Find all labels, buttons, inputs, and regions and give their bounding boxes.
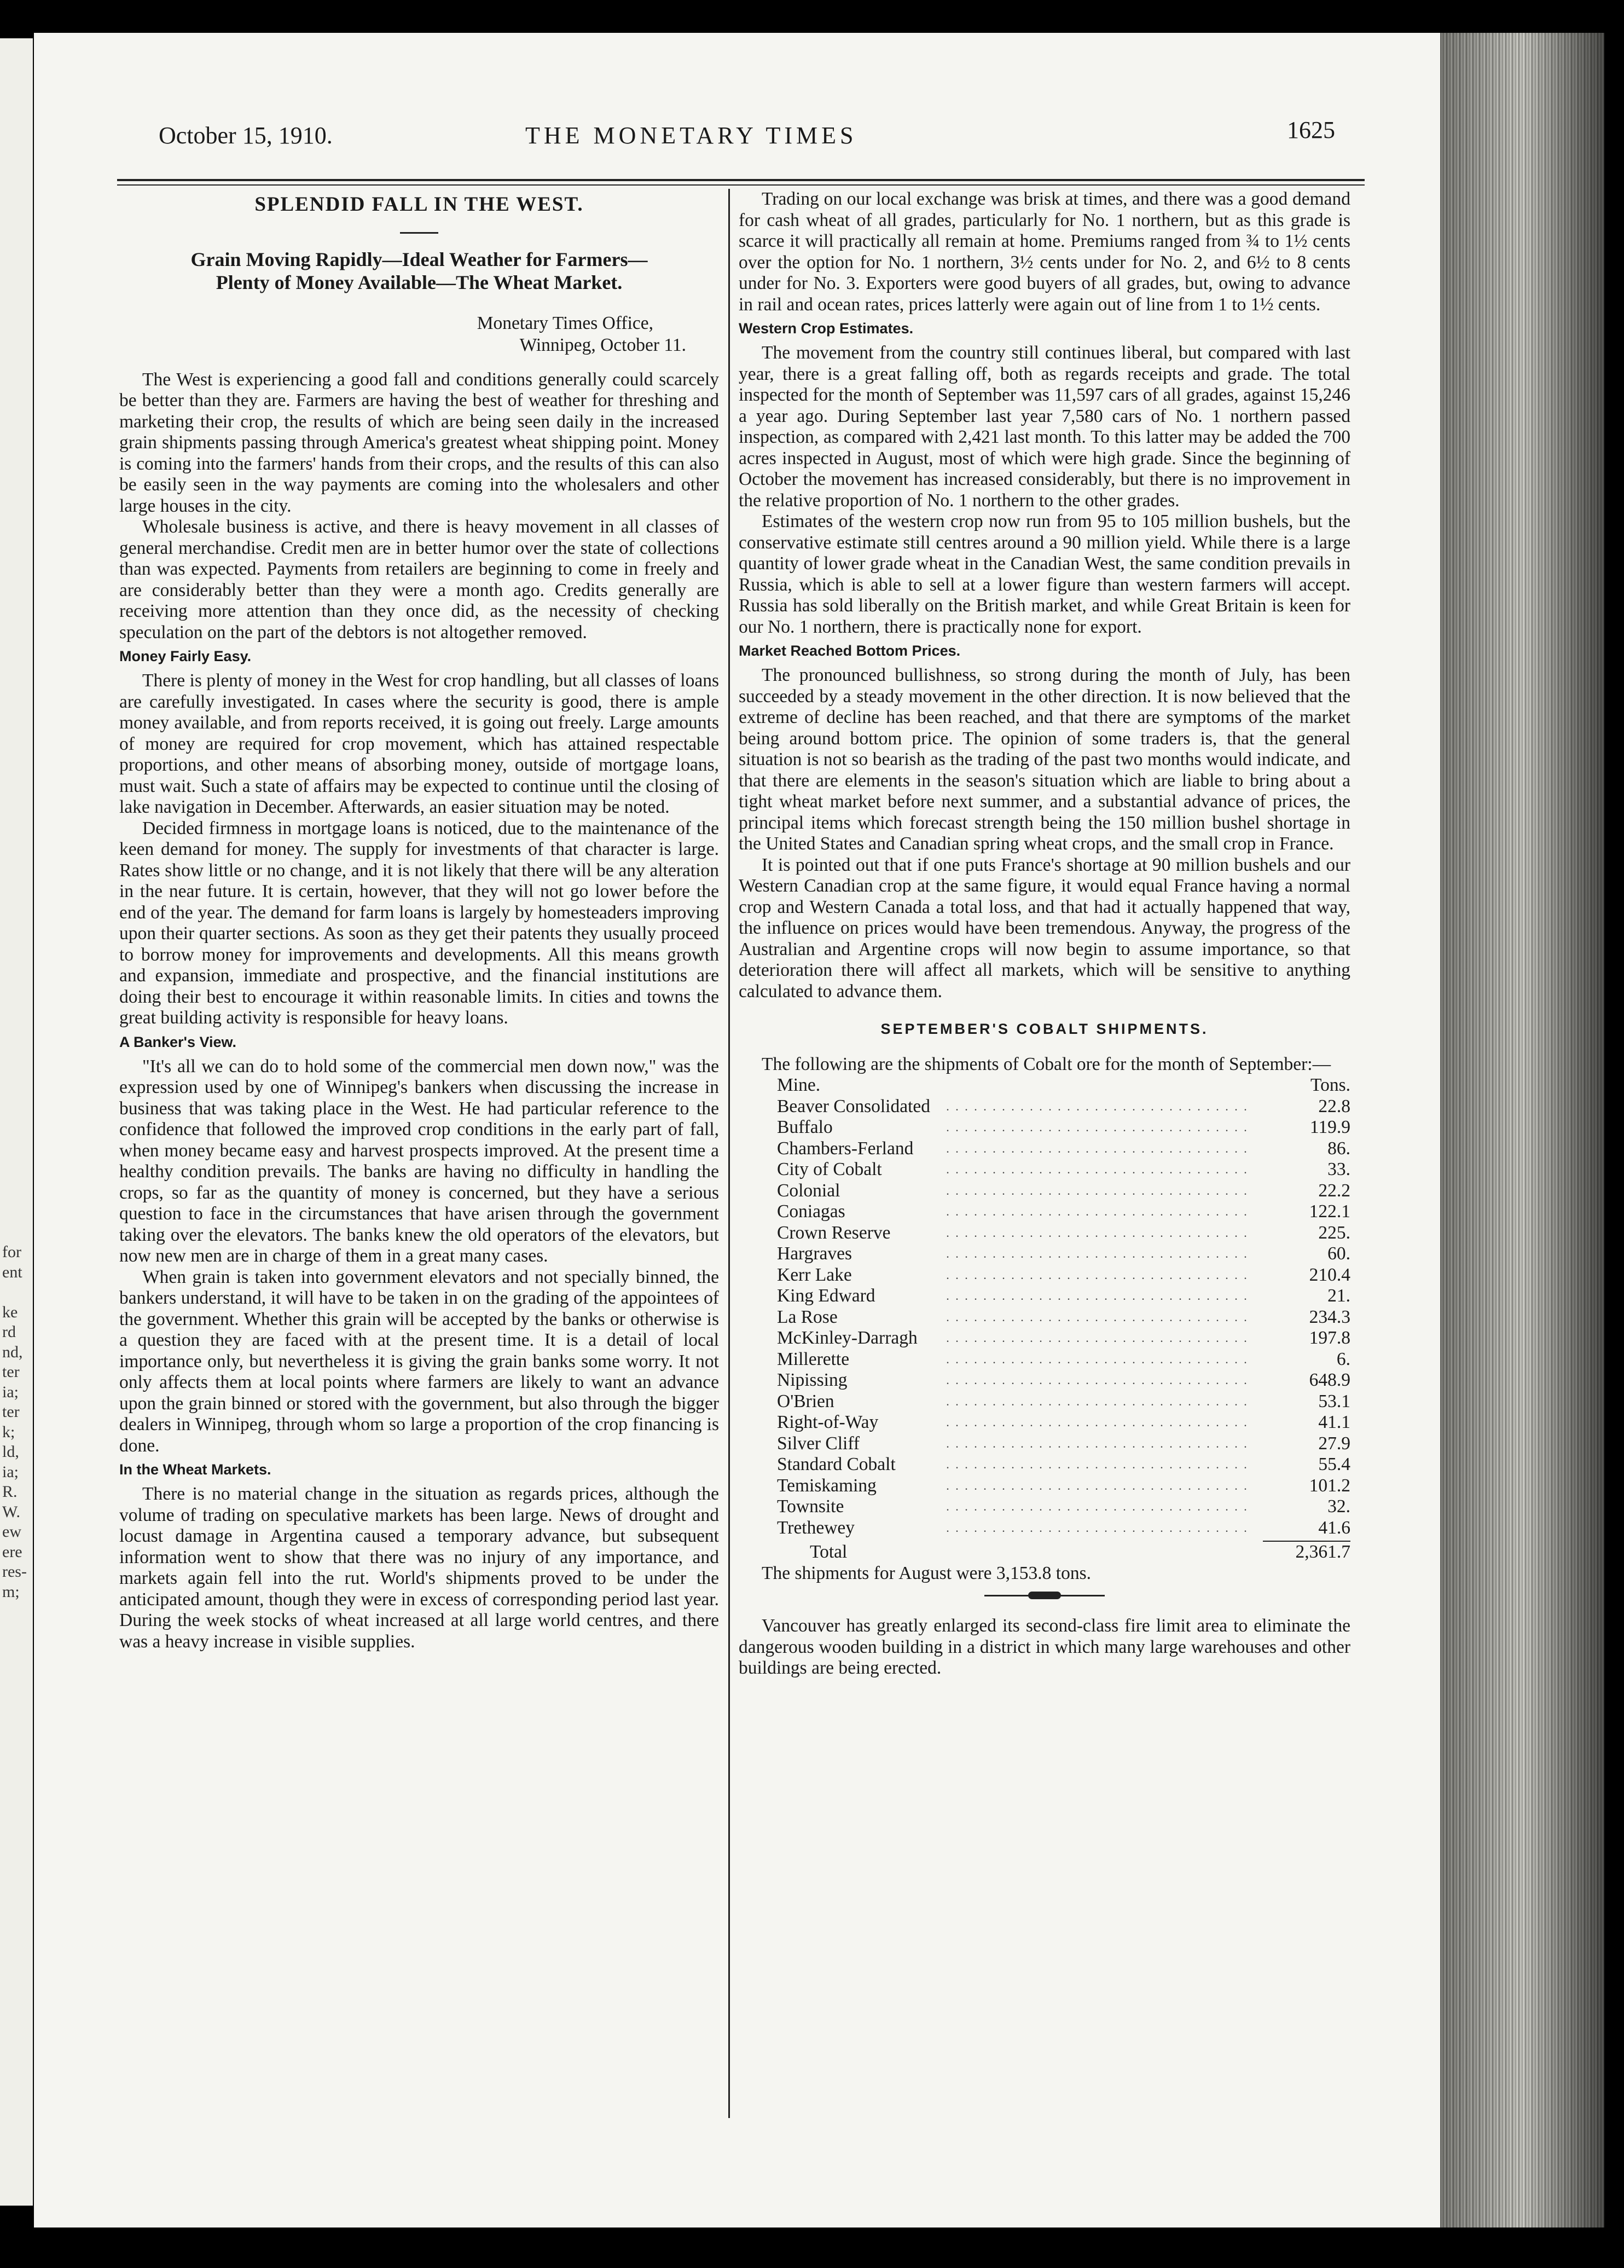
total-label: Total: [810, 1542, 848, 1562]
mine-tons: 225.: [1318, 1222, 1350, 1243]
paragraph-plenty-of-money: There is plenty of money in the West for crop handling, but all classes of loans are carefully investigated. In cases where the security is good, there is ample money available, and from reports received, it is going out freely. Large amounts of money are required for crop movement, which has attained respectable proportions, and other means of absorbing money, outside of mortgage loans, must wait. Such a state of affairs may be expected to continue until the closing of lake navigation in December. Afterwards, an easier situation may be noted.: [119, 670, 719, 817]
adjacent-fragment: for: [2, 1243, 21, 1261]
adjacent-fragment: k;: [2, 1422, 15, 1441]
adjacent-fragment: ent: [2, 1263, 22, 1281]
subheading-wheat-markets: In the Wheat Markets.: [119, 1461, 271, 1478]
adjacent-fragment: res-: [2, 1563, 27, 1581]
mine-name: Trethewey: [777, 1517, 855, 1538]
mine-name: Chambers-Ferland: [777, 1138, 914, 1159]
right-column: [739, 189, 1350, 1679]
paragraph-local-exchange: Trading on our local exchange was brisk at times, and there was a good demand for cash wheat of all grades, particularly for No. 1 northern, but as this grade is scarce it will practically all remain at home. Premiums ranged from ¾ to 1½ cents over the option for No. 1 northern, 3½ cents under for No. 2, and 6½ to 8 cents under for No. 3. Exporters were good buyers of all grades, but, owing to advance in rail and ocean rates, prices latterly were again out of line from 1 to 1½ cents.: [739, 189, 1350, 315]
adjacent-fragment: ere: [2, 1542, 22, 1561]
cobalt-total-row: [739, 1542, 1350, 1563]
paragraph-vancouver-fire-limit: Vancouver has greatly enlarged its second-class fire limit area to eliminate the dangerous wooden building in a district in which many large warehouses and other buildings are being erected.: [739, 1616, 1350, 1678]
mine-tons: 101.2: [1309, 1475, 1350, 1496]
cobalt-row: Millerette . . . . . . . . . . . . . . . . . . . . . . . . . . . . . . . . . 6.: [739, 1349, 1350, 1370]
mine-tons: 41.6: [1318, 1517, 1350, 1538]
page-number: 1625: [1287, 117, 1335, 143]
mine-tons: 33.: [1327, 1159, 1350, 1179]
adjacent-fragment: R.: [2, 1483, 18, 1501]
cobalt-shipments-title: SEPTEMBER'S COBALT SHIPMENTS.: [880, 1021, 1209, 1037]
mine-tons: 22.8: [1318, 1096, 1350, 1116]
cobalt-row: Coniagas . . . . . . . . . . . . . . . . . . . . . . . . . . . . . . . . . 122.1: [739, 1201, 1350, 1223]
adjacent-fragment: ia;: [2, 1382, 19, 1401]
mine-name: Beaver Consolidated: [777, 1096, 931, 1116]
mine-tons: 27.9: [1318, 1433, 1350, 1454]
subheading-money-fairly-easy: Money Fairly Easy.: [119, 648, 252, 664]
title-divider: [400, 232, 438, 234]
mine-name: Townsite: [777, 1496, 844, 1517]
adjacent-fragment: ke: [2, 1303, 18, 1321]
cobalt-row: McKinley-Darragh . . . . . . . . . . . . . . . . . . . . . . . . . . . . . . . . . 197.8: [739, 1328, 1350, 1349]
paragraph-france-shortage: It is pointed out that if one puts France's shortage at 90 million bushels and our Western Canadian crop at the same figure, it would equal France having a normal crop and Western Canada a total loss, and that had it actually happened that way, the influence on prices would have been tremendous. Anyway, the progress of the Australian and Argentine crops will now begin to assume importance, so that deterioration there will affect all markets, which will be sensitive to anything calculated to advance them.: [739, 854, 1350, 1002]
mine-name: Crown Reserve: [777, 1222, 891, 1243]
adjacent-page-strip: [0, 38, 33, 2206]
adjacent-fragment: m;: [2, 1582, 20, 1601]
cobalt-total-table: [739, 1542, 1350, 1563]
mine-name: Millerette: [777, 1349, 850, 1369]
mine-name: Kerr Lake: [777, 1264, 852, 1285]
cobalt-row: King Edward . . . . . . . . . . . . . . . . . . . . . . . . . . . . . . . . . 21.: [739, 1286, 1350, 1307]
cobalt-table-header: [739, 1075, 1350, 1096]
cobalt-row: Right-of-Way . . . . . . . . . . . . . . . . . . . . . . . . . . . . . . . . . 41.1: [739, 1412, 1350, 1433]
mine-name: O'Brien: [777, 1391, 834, 1411]
mine-tons: 21.: [1327, 1286, 1350, 1306]
adjacent-fragment: rd: [2, 1323, 16, 1341]
paragraph-mortgage-loans: Decided firmness in mortgage loans is noticed, due to the maintenance of the keen demand for money. The supply for investments of that character is large. Rates show little or no change, and it is not likely that there will be any alteration in the near future. It is certain, however, that they will not go lower before the end of the year. The demand for farm loans is largely by homesteaders improving upon their quarter sections. As soon as they get their patents they usually proceed to borrow money for improvements and developments. All this means growth and expansion, immediate and prospective, and the financial institutions are doing their best to encourage it within reasonable limits. In cities and towns the great building activity is responsible for heavy loans.: [119, 818, 719, 1028]
cobalt-row: La Rose . . . . . . . . . . . . . . . . . . . . . . . . . . . . . . . . . 234.3: [739, 1307, 1350, 1328]
mine-name: Colonial: [777, 1180, 840, 1201]
adjacent-fragment: ld,: [2, 1443, 19, 1461]
mine-tons: 53.1: [1318, 1391, 1350, 1411]
paragraph-wholesale-business: Wholesale business is active, and there is heavy movement in all classes of general merchandise. Credit men are in better humor over the state of collections than was expected. Payments from retailers are beginning to come in freely and are considerably better than they were a month ago. Credits generally are receiving more attention than they once did, as the necessity of checking speculation on the part of the debtors is not altogether removed.: [119, 517, 719, 643]
cobalt-row: Kerr Lake . . . . . . . . . . . . . . . . . . . . . . . . . . . . . . . . . 210.4: [739, 1265, 1350, 1286]
mine-name: Nipissing: [777, 1370, 848, 1390]
header-rule-top: [117, 179, 1365, 181]
mine-tons: 210.4: [1309, 1264, 1350, 1285]
subtitle-line-1: Grain Moving Rapidly—Ideal Weather for Farmers—: [190, 248, 648, 270]
mine-tons: 648.9: [1309, 1370, 1350, 1390]
paragraph-commercial-men: "It's all we can do to hold some of the commercial men down now," was the expression used by one of Winnipeg's bankers when discussing the increase in business that was taking place in the West. He had particular reference to the confidence that followed the improved crop conditions in the early part of fall, when money became easy and harvest prospects improved. At the present time a healthy condition prevails. The banks are having no difficulty in handling the crops, so far as the quantity of money is concerned, but they have a serious question to face in the circumstances that have arisen through the government taking over the elevators. The banks knew the old operators of the elevators, but now new men are in charge of them in a great many cases.: [119, 1056, 719, 1266]
adjacent-fragment: nd,: [2, 1343, 23, 1361]
mine-tons: 119.9: [1309, 1117, 1350, 1137]
cobalt-intro: The following are the shipments of Cobalt ore for the month of September:—: [762, 1054, 1331, 1074]
cobalt-shipments-table: [739, 1075, 1350, 1538]
total-rule: [1263, 1541, 1350, 1542]
mine-tons: 122.1: [1309, 1201, 1350, 1222]
mine-name: Coniagas: [777, 1201, 845, 1222]
mine-name: Buffalo: [777, 1117, 833, 1137]
mine-name: Standard Cobalt: [777, 1454, 896, 1474]
cobalt-row: Standard Cobalt . . . . . . . . . . . . . . . . . . . . . . . . . . . . . . . . . 55.4: [739, 1454, 1350, 1476]
cobalt-row: Colonial . . . . . . . . . . . . . . . . . . . . . . . . . . . . . . . . . 22.2: [739, 1181, 1350, 1202]
subtitle-line-2: Plenty of Money Available—The Wheat Market.: [216, 271, 623, 293]
cobalt-row: Nipissing . . . . . . . . . . . . . . . . . . . . . . . . . . . . . . . . . 648.9: [739, 1370, 1350, 1391]
august-shipments-note: The shipments for August were 3,153.8 tons.: [762, 1563, 1092, 1583]
mine-tons: 22.2: [1318, 1180, 1350, 1201]
mine-name: McKinley-Darragh: [777, 1328, 918, 1348]
mine-tons: 86.: [1327, 1138, 1350, 1159]
subheading-western-crop-estimates: Western Crop Estimates.: [739, 320, 914, 337]
book-page-edges-shade: [1440, 33, 1604, 2228]
cobalt-row: Townsite . . . . . . . . . . . . . . . . . . . . . . . . . . . . . . . . . 32.: [739, 1496, 1350, 1518]
paragraph-pronounced-bullishness: The pronounced bullishness, so strong during the month of July, has been succeeded by a steady movement in the other direction. It is now believed that the extreme of decline has been reached, and that there are symptoms of the market being around bottom price. The opinion of some traders is, that the general situation is not so bearish as the trading of the past two months would indicate, and that there are elements in the season's situation which are liable to bring about a tight wheat market before next summer, and a substantial advance of prices, the principal items which forecast strength being the 150 million bushel shortage in the United States and Canadian spring wheat crops, and the small crop in France.: [739, 665, 1350, 854]
cobalt-row: Trethewey . . . . . . . . . . . . . . . . . . . . . . . . . . . . . . . . . 41.6: [739, 1518, 1350, 1539]
mine-tons: 55.4: [1318, 1454, 1350, 1474]
cobalt-row: Chambers-Ferland . . . . . . . . . . . . . . . . . . . . . . . . . . . . . . . . . 86.: [739, 1138, 1350, 1160]
mine-name: Hargraves: [777, 1243, 852, 1264]
page-header: [126, 117, 1335, 154]
cobalt-row: Beaver Consolidated . . . . . . . . . . . . . . . . . . . . . . . . . . . . . . . . . 22.8: [739, 1096, 1350, 1118]
cobalt-row: City of Cobalt . . . . . . . . . . . . . . . . . . . . . . . . . . . . . . . . . 33.: [739, 1159, 1350, 1181]
cobalt-row: Hargraves . . . . . . . . . . . . . . . . . . . . . . . . . . . . . . . . . 60.: [739, 1243, 1350, 1265]
cobalt-row: Silver Cliff . . . . . . . . . . . . . . . . . . . . . . . . . . . . . . . . . 27.9: [739, 1433, 1350, 1455]
total-value: 2,361.7: [1295, 1542, 1350, 1562]
article-title: SPLENDID FALL IN THE WEST.: [254, 193, 584, 216]
paragraph-crop-estimates: Estimates of the western crop now run from 95 to 105 million bushels, but the conservative estimate still centres around a 90 million yield. While there is a large quantity of lower grade wheat in the Canadian West, the same condition prevails in Russia, which is able to sell at a lower figure than western farmers will accept. Russia has sold liberally on the British market, and while Great Britain is keen for our No. 1 northern, there is practically none for export.: [739, 511, 1350, 637]
section-ornament: [984, 1592, 1105, 1599]
dateline-place: Winnipeg, October 11.: [519, 334, 686, 355]
mine-tons: 197.8: [1309, 1328, 1350, 1348]
dateline: [119, 313, 686, 356]
issue-date: October 15, 1910.: [159, 122, 333, 149]
mine-tons: 234.3: [1309, 1306, 1350, 1327]
mine-tons: 41.1: [1318, 1412, 1350, 1432]
adjacent-fragment: ew: [2, 1523, 21, 1541]
mine-name: Silver Cliff: [777, 1433, 860, 1454]
left-column: [119, 194, 719, 1652]
mine-tons: 32.: [1327, 1496, 1350, 1517]
mine-tons: 6.: [1336, 1349, 1350, 1369]
cobalt-row: Crown Reserve . . . . . . . . . . . . . . . . . . . . . . . . . . . . . . . . . 225.: [739, 1223, 1350, 1244]
adjacent-fragment: [2, 1282, 33, 1303]
adjacent-page-fragments: [2, 1242, 33, 1602]
subheading-market-bottom-prices: Market Reached Bottom Prices.: [739, 643, 961, 659]
mine-tons: 60.: [1327, 1243, 1350, 1264]
mine-name: Temiskaming: [777, 1475, 877, 1496]
paragraph-movement-from-country: The movement from the country still continues liberal, but compared with last year, there is a great falling off, both as regards receipts and grade. The total inspected for the month of September was 11,597 cars of all grades, against 15,246 a year ago. During September last year 7,580 cars of No. 1 northern passed inspection, as compared with 2,421 last month. To this latter may be added the 700 acres inspected in August, most of which were high grade. Since the beginning of October the movement has increased considerably, but there is no improvement in the relative proportion of No. 1 northern to the other grades.: [739, 343, 1350, 511]
adjacent-fragment: ter: [2, 1363, 20, 1381]
cobalt-row: Temiskaming . . . . . . . . . . . . . . . . . . . . . . . . . . . . . . . . . 101.2: [739, 1476, 1350, 1497]
column-header-mine: Mine.: [777, 1075, 821, 1095]
adjacent-fragment: W.: [2, 1502, 21, 1521]
paragraph-west-experiencing: The West is experiencing a good fall and conditions generally could scarcely be better than they are. Farmers are having the best of weather for threshing and marketing their crop, the results of which are being seen daily in the increased grain shipments passing through America's greatest wheat shipping point. Money is coming into the farmers' hands from their crops, and the results of this can also be easily seen in the way payments are coming into the wholesalers and other large houses in the city.: [119, 369, 719, 516]
adjacent-fragment: ter: [2, 1403, 20, 1421]
article-subtitle: [119, 248, 719, 294]
publication-title: THE MONETARY TIMES: [525, 122, 857, 149]
adjacent-fragment: ia;: [2, 1462, 19, 1481]
mine-name: City of Cobalt: [777, 1159, 882, 1179]
column-divider: [728, 189, 730, 2118]
mine-name: King Edward: [777, 1286, 875, 1306]
cobalt-row: O'Brien . . . . . . . . . . . . . . . . . . . . . . . . . . . . . . . . . 53.1: [739, 1391, 1350, 1413]
header-rule-bottom: [117, 184, 1365, 186]
subheading-bankers-view: A Banker's View.: [119, 1033, 237, 1050]
mine-name: Right-of-Way: [777, 1412, 879, 1432]
cobalt-row: Buffalo . . . . . . . . . . . . . . . . . . . . . . . . . . . . . . . . . 119.9: [739, 1117, 1350, 1138]
dateline-office: Monetary Times Office,: [477, 313, 653, 333]
column-header-tons: Tons.: [1310, 1075, 1350, 1095]
mine-name: La Rose: [777, 1306, 838, 1327]
paragraph-no-material-change: There is no material change in the situation as regards prices, although the volume of trading on speculative markets has been large. News of drought and locust damage in Argentina caused a temporary advance, but subsequent information went to show that there was no injury of any importance, and markets again fell into the rut. World's shipments proved to be under the anticipated amount, though they were in excess of corresponding period last year. During the week stocks of wheat increased at all large world centres, and there was a heavy increase in visible supplies.: [119, 1484, 719, 1652]
paragraph-government-elevators: When grain is taken into government elevators and not specially binned, the bankers understand, it will have to be taken in on the grading of the appointees of the government. Whether this grain will be accepted by the banks or otherwise is a question they are faced with at the present time. It is a detail of local importance only, but nevertheless it is giving the grain banks some worry. It not only affects them at local points where farmers are likely to want an advance upon the grain binned or stored with the government, but also through the bigger dealers in Winnipeg, through whom so large a proportion of the crop financing is done.: [119, 1266, 719, 1456]
